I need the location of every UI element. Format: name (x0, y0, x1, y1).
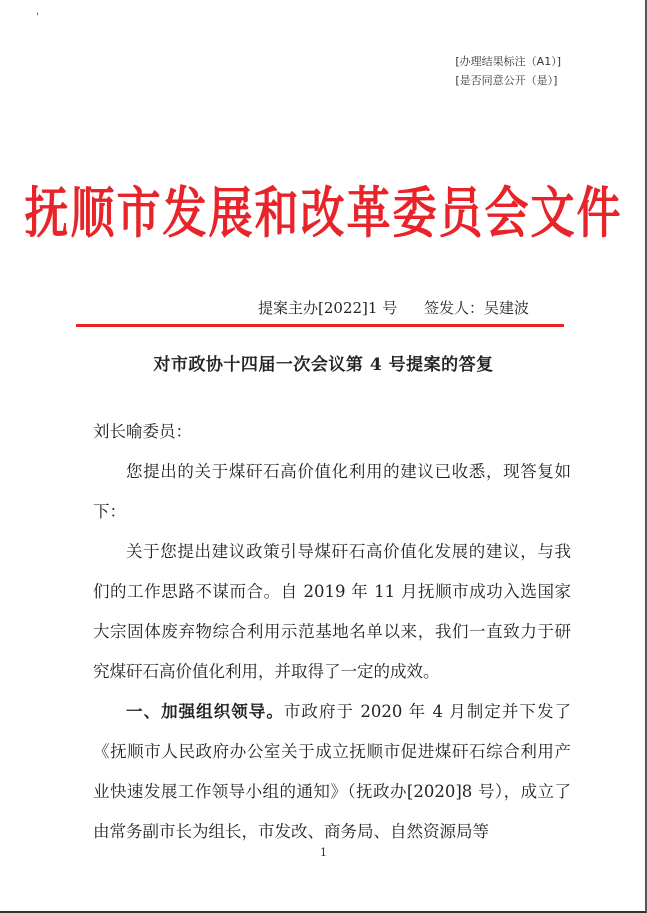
reply-title: 对市政协十四届一次会议第 4 号提案的答复 (153, 355, 494, 375)
result-mark: [办理结果标注（A1）] (455, 55, 561, 68)
greeting: 刘长喻委员： (93, 422, 192, 441)
paragraph-2: 关于您提出建议政策引导煤矸石高价值化发展的建议，与我们的工作思路不谋而合。自 2019 年 11 月抚顺市成功入选国家大宗固体废弃物综合利用示范基地名单以来，我们一直致力于研究煤矸石高价值化利用，并取得了一定的成效。 (93, 542, 571, 681)
red-divider (76, 324, 564, 327)
document-header-title: 抚顺市发展和改革委员会文件 (24, 181, 623, 246)
page-number: 1 (320, 846, 327, 859)
document-number: 提案主办[2022]1 号 (258, 299, 398, 317)
public-consent: [是否同意公开（是）] (455, 74, 558, 87)
scan-speck: ' (36, 12, 39, 23)
paragraph-1: 您提出的关于煤矸石高价值化利用的建议已收悉，现答复如下： (93, 462, 571, 521)
signer: 签发人：吴建波 (424, 299, 530, 317)
paragraph-3-lead: 一、加强组织领导。 (126, 702, 284, 721)
annotation-block (455, 52, 561, 90)
paragraph-3 (93, 692, 571, 852)
paragraph-3-text: 市政府于 2020 年 4 月制定并下发了《抚顺市人民政府办公室关于成立抚顺市促进煤矸石综合利用产业快速发展工作领导小组的通知》（抚政办[2020]8 号），成立了由常务副市长为组长，市发改、商务局、自然资源局等 (93, 702, 572, 841)
document-body (93, 412, 571, 852)
